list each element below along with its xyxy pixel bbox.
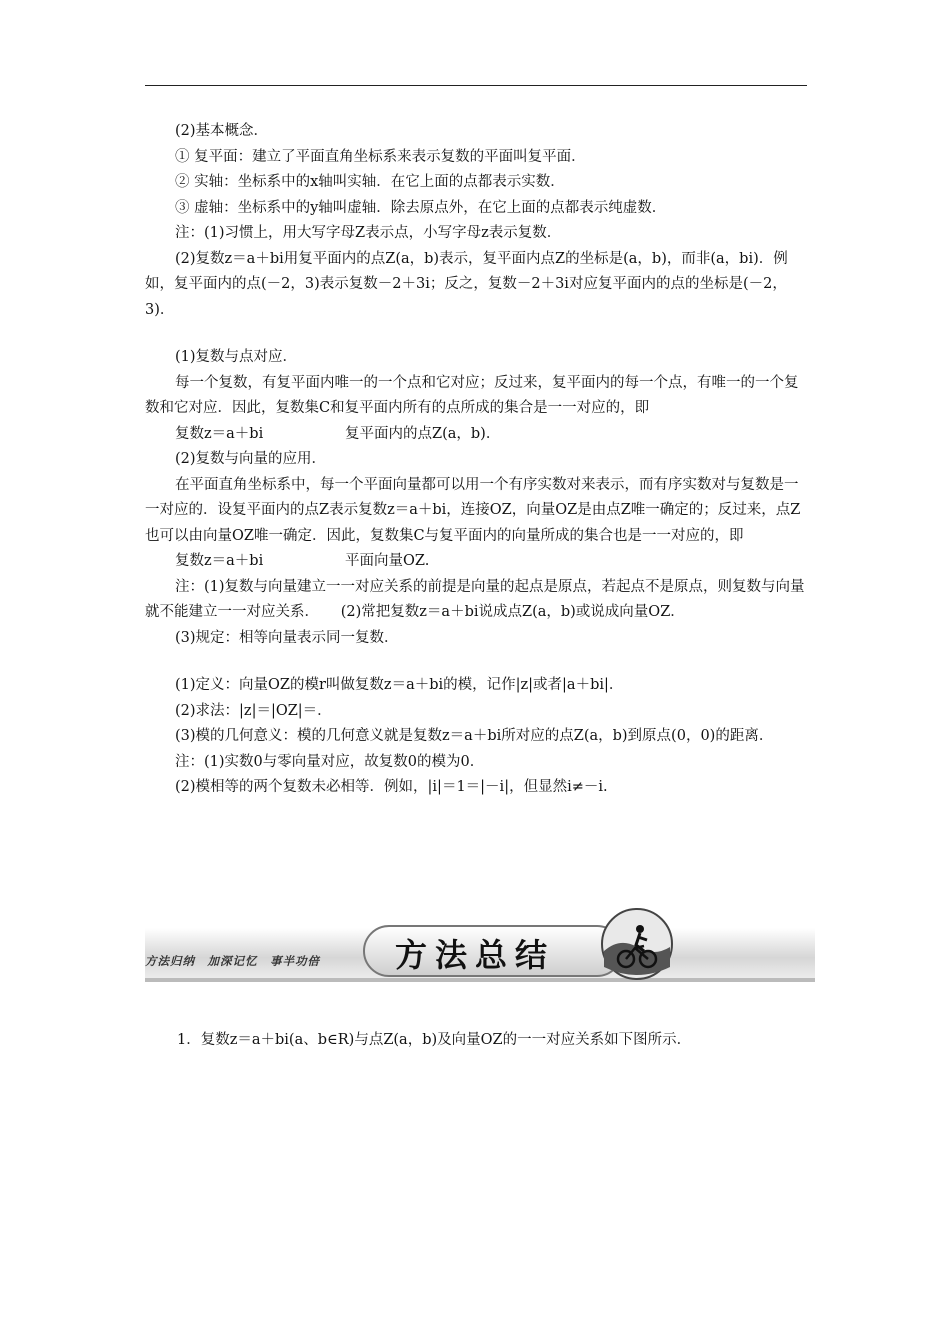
point-correspondence-left: 复数z＝a＋bi	[175, 425, 264, 442]
point-correspondence-right: 复平面内的点Z(a，b)．	[345, 425, 501, 442]
vector-correspondence-line	[145, 549, 807, 575]
banner-title: 方法总结	[395, 936, 556, 974]
modulus-note-equal: (2)模相等的两个复数未必相等．例如，|i|＝1＝|－i|，但显然i≠－i.	[175, 779, 608, 795]
vector-correspondence-right: 平面向量OZ.	[345, 553, 430, 569]
point-correspondence-text: 每一个复数，有复平面内唯一的一个点和它对应；反过来，复平面内的每一个点，有唯一的一个复数和它对应．因此，复数集C和复平面内所有的点所成的集合是一一对应的，即	[145, 374, 799, 416]
point-correspondence-heading: (1)复数与点对应．	[175, 349, 298, 365]
real-axis-item: ② 实轴：坐标系中的x轴叫实轴．在它上面的点都表示实数．	[175, 174, 565, 190]
main-text	[145, 119, 807, 801]
imaginary-axis-item: ③ 虚轴：坐标系中的y轴叫虚轴．除去原点外，在它上面的点都表示纯虚数．	[175, 199, 667, 216]
complex-plane-item: ① 复平面：建立了平面直角坐标系来表示复数的平面叫复平面．	[175, 148, 586, 165]
basic-concepts-heading: (2)基本概念．	[175, 123, 269, 139]
modulus-method: (2)求法：|z|＝|OZ|＝．	[175, 702, 332, 719]
vector-correspondence-text: 在平面直角坐标系中，每一个平面向量都可以用一个有序实数对来表示，而有序实数对与复数是一一对应的．设复平面内的点Z表示复数z＝a＋bi，连接OZ，向量OZ是由点Z唯一确定的；反过来，点Z也可以由向量OZ唯一确定．因此，复数集C与复平面内的向量所成的集合也是一一对应的，即	[145, 476, 801, 544]
equal-vector-rule: (3)规定：相等向量表示同一复数．	[175, 629, 399, 646]
header-rule	[145, 85, 807, 86]
note-point-coordinates: (2)复数z＝a＋bi用复平面内的点Z(a，b)表示，复平面内点Z的坐标是(a，b)，而非(a，bi)．例如，复平面内的点(－2，3)表示复数－2＋3i；反之，复数－2＋3i对应复平面内的点的坐标是(－2，3)．	[145, 250, 788, 318]
note-uppercase: 注：(1)习惯上，用大写字母Z表示点，小写字母z表示复数．	[175, 225, 562, 241]
cyclist-icon	[600, 907, 674, 981]
modulus-geometry: (3)模的几何意义：模的几何意义就是复数z＝a＋bi所对应的点Z(a，b)到原点(0，0)的距离．	[175, 728, 774, 744]
method-summary-banner	[145, 905, 815, 983]
vector-correspondence-left: 复数z＝a＋bi	[175, 553, 264, 569]
banner-underline	[145, 978, 815, 982]
vector-correspondence-note: 注：(1)复数与向量建立一一对应关系的前提是向量的起点是原点，若起点不是原点，则复数与向量就不能建立一一对应关系． (2)常把复数z＝a＋bi说成点Z(a，b)或说成向量OZ．	[145, 578, 805, 620]
summary-item-1: 1．复数z＝a＋bi(a、b∈R)与点Z(a，b)及向量OZ的一一对应关系如下图所示．	[177, 1032, 692, 1048]
summary-section	[177, 1027, 807, 1053]
vector-correspondence-heading: (2)复数与向量的应用．	[175, 451, 327, 467]
modulus-note-zero: 注：(1)实数0与零向量对应，故复数0的模为0．	[175, 753, 485, 770]
point-correspondence-line	[145, 422, 807, 448]
modulus-definition: (1)定义：向量OZ的模r叫做复数z＝a＋bi的模，记作|z|或者|a＋bi|．	[175, 677, 624, 693]
banner-slogan: 方法归纳 加深记忆 事半功倍	[145, 954, 320, 968]
